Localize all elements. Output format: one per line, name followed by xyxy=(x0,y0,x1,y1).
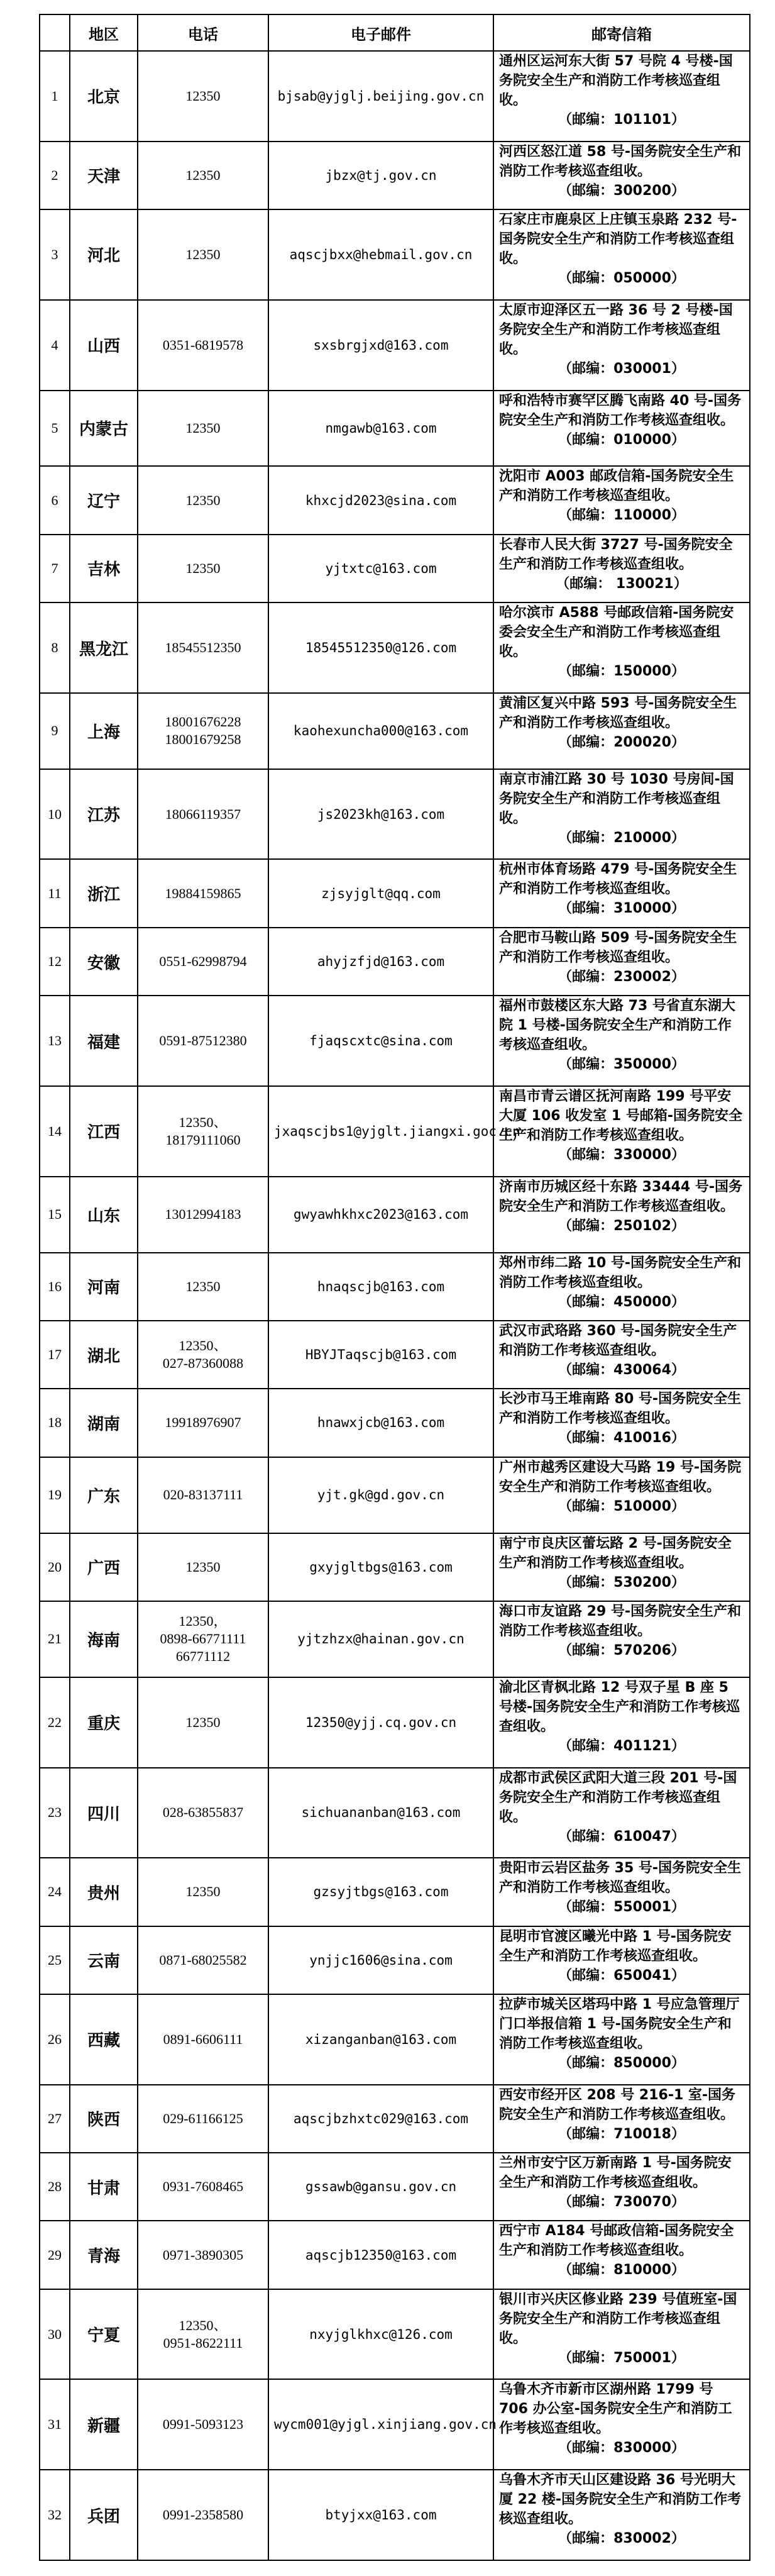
row-index: 5 xyxy=(40,391,70,467)
row-zip: （邮编：750001） xyxy=(558,2350,685,2366)
row-address xyxy=(493,602,750,693)
row-index: 20 xyxy=(40,1533,70,1601)
row-region: 江西 xyxy=(70,1086,138,1177)
row-address xyxy=(493,466,750,534)
row-address-text: 济南市历城区经十东路 33444 号-国务院安全生产和消防工作考核巡查组收。 xyxy=(499,1179,742,1214)
row-phone: 12350 xyxy=(138,391,268,467)
row-phone: 0931-7608465 xyxy=(138,2153,268,2221)
table-row xyxy=(40,1253,750,1321)
row-email: fjaqscxtc@sina.com xyxy=(268,996,493,1086)
row-zip: （邮编：810000） xyxy=(558,2262,685,2279)
row-address-text: 南昌市青云谱区抚河南路 199 号平安大厦 106 收发室 1 号邮箱-国务院安全生产和消防工作考核巡查组收。 xyxy=(499,1088,742,1143)
row-address-text: 拉萨市城关区塔玛中路 1 号应急管理厅门口举报信箱 1 号-国务院安全生产和消防工作考核巡查组收。 xyxy=(499,1996,740,2051)
row-region: 兵团 xyxy=(70,2470,138,2560)
row-email: aqscjbxx@hebmail.gov.cn xyxy=(268,209,493,300)
row-email: zjsyjglt@qq.com xyxy=(268,859,493,927)
row-address-text: 乌鲁木齐市新市区湖州路 1799 号 706 办公室-国务院安全生产和消防工作考核巡查组收。 xyxy=(499,2382,732,2437)
row-email: kaohexuncha000@163.com xyxy=(268,693,493,769)
header-address: 邮寄信箱 xyxy=(493,14,750,51)
row-index: 18 xyxy=(40,1389,70,1457)
row-phone: 12350 xyxy=(138,1253,268,1321)
row-address-text: 呼和浩特市赛罕区腾飞南路 40 号-国务院安全生产和消防工作考核巡查组收。 xyxy=(499,392,742,428)
table-header-row xyxy=(40,14,750,51)
table-row xyxy=(40,1601,750,1677)
row-zip: （邮编：610047） xyxy=(558,1828,685,1845)
row-region: 重庆 xyxy=(70,1677,138,1768)
table-row xyxy=(40,2379,750,2470)
row-address xyxy=(493,769,750,860)
row-email: gwyawhkhxc2023@163.com xyxy=(268,1177,493,1253)
row-zip: （邮编： 130021） xyxy=(556,575,688,592)
row-address-text: 太原市迎泽区五一路 36 号 2 号楼-国务院安全生产和消防工作考核巡查组收。 xyxy=(499,302,733,357)
row-region: 湖南 xyxy=(70,1389,138,1457)
row-address-text: 武汉市武珞路 360 号-国务院安全生产和消防工作考核巡查组收。 xyxy=(499,1323,737,1358)
table-row xyxy=(40,1321,750,1389)
table-row xyxy=(40,466,750,534)
row-zip: （邮编：530200） xyxy=(558,1574,685,1591)
row-address xyxy=(493,391,750,467)
row-phone: 028-63855837 xyxy=(138,1768,268,1858)
header-email: 电子邮件 xyxy=(268,14,493,51)
row-phone: 0591-87512380 xyxy=(138,996,268,1086)
row-region: 河北 xyxy=(70,209,138,300)
row-region: 青海 xyxy=(70,2221,138,2289)
row-index: 27 xyxy=(40,2085,70,2153)
row-address xyxy=(493,1601,750,1677)
row-phone: 12350 xyxy=(138,1677,268,1768)
table-row xyxy=(40,996,750,1086)
row-index: 32 xyxy=(40,2470,70,2560)
row-index: 6 xyxy=(40,466,70,534)
row-zip: （邮编：450000） xyxy=(558,1294,685,1310)
row-index: 8 xyxy=(40,602,70,693)
row-address xyxy=(493,2221,750,2289)
row-region: 云南 xyxy=(70,1926,138,1994)
table-body xyxy=(40,51,750,2560)
row-index: 4 xyxy=(40,300,70,391)
row-zip: （邮编：650041） xyxy=(558,1967,685,1984)
table-row xyxy=(40,693,750,769)
row-index: 31 xyxy=(40,2379,70,2470)
row-address-text: 兰州市安宁区万新南路 1 号-国务院安全生产和消防工作考核巡查组收。 xyxy=(499,2155,732,2191)
row-address xyxy=(493,209,750,300)
row-phone: 12350 xyxy=(138,142,268,209)
table-row xyxy=(40,391,750,467)
row-index: 21 xyxy=(40,1601,70,1677)
row-phone: 12350、 18179111060 xyxy=(138,1086,268,1177)
row-address xyxy=(493,2379,750,2470)
row-zip: （邮编：230002） xyxy=(558,969,685,985)
row-phone: 12350 xyxy=(138,466,268,534)
row-index: 28 xyxy=(40,2153,70,2221)
row-zip: （邮编：150000） xyxy=(558,663,685,680)
row-region: 广西 xyxy=(70,1533,138,1601)
row-region: 西藏 xyxy=(70,1994,138,2085)
row-phone: 0551-62998794 xyxy=(138,928,268,996)
row-index: 1 xyxy=(40,51,70,142)
row-region: 山东 xyxy=(70,1177,138,1253)
table-row xyxy=(40,1533,750,1601)
header-phone: 电话 xyxy=(138,14,268,51)
row-email: HBYJTaqscjb@163.com xyxy=(268,1321,493,1389)
row-zip: （邮编：430064） xyxy=(558,1362,685,1378)
row-zip: （邮编：410016） xyxy=(558,1430,685,1446)
row-address-text: 郑州市纬二路 10 号-国务院安全生产和消防工作考核巡查组收。 xyxy=(499,1255,742,1291)
row-index: 15 xyxy=(40,1177,70,1253)
contact-table xyxy=(39,14,750,2561)
row-phone: 12350， 0898-66771111 66771112 xyxy=(138,1601,268,1677)
table-row xyxy=(40,2289,750,2380)
row-index: 24 xyxy=(40,1858,70,1926)
row-address-text: 西宁市 A184 号邮政信箱-国务院安全生产和消防工作考核巡查组收。 xyxy=(499,2223,734,2259)
row-phone: 0871-68025582 xyxy=(138,1926,268,1994)
row-zip: （邮编：250102） xyxy=(558,1218,685,1234)
table-row xyxy=(40,1994,750,2085)
row-index: 13 xyxy=(40,996,70,1086)
row-zip: （邮编：210000） xyxy=(558,830,685,846)
row-zip: （邮编：300200） xyxy=(558,182,685,199)
table-row xyxy=(40,209,750,300)
row-phone: 12350 xyxy=(138,535,268,602)
row-index: 29 xyxy=(40,2221,70,2289)
row-region: 福建 xyxy=(70,996,138,1086)
row-email: khxcjd2023@sina.com xyxy=(268,466,493,534)
row-email: gxyjgltbgs@163.com xyxy=(268,1533,493,1601)
row-index: 10 xyxy=(40,769,70,860)
row-email: sichuananban@163.com xyxy=(268,1768,493,1858)
row-email: gzsyjtbgs@163.com xyxy=(268,1858,493,1926)
row-region: 新疆 xyxy=(70,2379,138,2470)
row-index: 19 xyxy=(40,1457,70,1533)
row-address-text: 贵阳市云岩区盐务 35 号-国务院安全生产和消防工作考核巡查组收。 xyxy=(499,1860,742,1896)
row-address-text: 石家庄市鹿泉区上庄镇玉泉路 232 号-国务院安全生产和消防工作考核巡查组收。 xyxy=(499,212,737,267)
row-address xyxy=(493,535,750,602)
row-zip: （邮编：401121） xyxy=(558,1738,685,1754)
table-row xyxy=(40,1457,750,1533)
row-address xyxy=(493,859,750,927)
row-region: 广东 xyxy=(70,1457,138,1533)
header-index xyxy=(40,14,70,51)
row-phone: 12350 xyxy=(138,51,268,142)
row-address-text: 沈阳市 A003 邮政信箱-国务院安全生产和消防工作考核巡查组收。 xyxy=(499,469,734,504)
row-index: 30 xyxy=(40,2289,70,2380)
row-zip: （邮编：050000） xyxy=(558,270,685,287)
row-email: hnaqscjb@163.com xyxy=(268,1253,493,1321)
table-row xyxy=(40,142,750,209)
row-zip: （邮编：350000） xyxy=(558,1057,685,1073)
row-region: 内蒙古 xyxy=(70,391,138,467)
row-address-text: 南京市浦江路 30 号 1030 号房间-国务院安全生产和消防工作考核巡查组收。 xyxy=(499,771,734,826)
row-index: 16 xyxy=(40,1253,70,1321)
table-row xyxy=(40,1677,750,1768)
row-region: 江苏 xyxy=(70,769,138,860)
row-zip: （邮编：830002） xyxy=(558,2531,685,2547)
row-address xyxy=(493,1677,750,1768)
row-address xyxy=(493,300,750,391)
row-zip: （邮编：850000） xyxy=(558,2055,685,2071)
row-address-text: 黄浦区复兴中路 593 号-国务院安全生产和消防工作考核巡查组收。 xyxy=(499,695,737,731)
row-region: 浙江 xyxy=(70,859,138,927)
row-region: 甘肃 xyxy=(70,2153,138,2221)
row-index: 7 xyxy=(40,535,70,602)
row-index: 14 xyxy=(40,1086,70,1177)
row-address xyxy=(493,1321,750,1389)
row-region: 安徽 xyxy=(70,928,138,996)
row-address xyxy=(493,2153,750,2221)
row-region: 辽宁 xyxy=(70,466,138,534)
row-zip: （邮编：330000） xyxy=(558,1146,685,1163)
row-email: btyjxx@163.com xyxy=(268,2470,493,2560)
row-index: 11 xyxy=(40,859,70,927)
row-region: 陕西 xyxy=(70,2085,138,2153)
row-index: 12 xyxy=(40,928,70,996)
row-region: 吉林 xyxy=(70,535,138,602)
row-address-text: 长春市人民大街 3727 号-国务院安全生产和消防工作考核巡查组收。 xyxy=(499,536,733,572)
row-address-text: 乌鲁木齐市天山区建设路 36 号光明大厦 22 楼-国务院安全生产和消防工作考核巡查组收。 xyxy=(499,2472,742,2528)
row-region: 四川 xyxy=(70,1768,138,1858)
row-address xyxy=(493,1086,750,1177)
row-zip: （邮编：010000） xyxy=(558,431,685,448)
table-row xyxy=(40,1177,750,1253)
row-address-text: 河西区怒江道 58 号-国务院安全生产和消防工作考核巡查组收。 xyxy=(499,143,742,179)
row-address-text: 广州市越秀区建设大马路 19 号-国务院安全生产和消防工作考核巡查组收。 xyxy=(499,1459,742,1495)
table-row xyxy=(40,1768,750,1858)
header-region: 地区 xyxy=(70,14,138,51)
table-row xyxy=(40,535,750,602)
row-address xyxy=(493,928,750,996)
row-phone: 0991-5093123 xyxy=(138,2379,268,2470)
row-address xyxy=(493,1457,750,1533)
row-address-text: 银川市兴庆区修业路 239 号值班室-国务院安全生产和消防工作考核巡查组收。 xyxy=(499,2291,737,2346)
row-zip: （邮编：830000） xyxy=(558,2440,685,2457)
row-phone: 12350 xyxy=(138,1858,268,1926)
row-phone: 13012994183 xyxy=(138,1177,268,1253)
row-address-text: 昆明市官渡区曦光中路 1 号-国务院安全生产和消防工作考核巡查组收。 xyxy=(499,1928,732,1964)
row-region: 湖北 xyxy=(70,1321,138,1389)
row-phone: 0351-6819578 xyxy=(138,300,268,391)
row-address xyxy=(493,1926,750,1994)
table-row xyxy=(40,1926,750,1994)
row-index: 3 xyxy=(40,209,70,300)
row-address xyxy=(493,1389,750,1457)
row-index: 17 xyxy=(40,1321,70,1389)
table-row xyxy=(40,2470,750,2560)
row-index: 9 xyxy=(40,693,70,769)
row-address-text: 长沙市马王堆南路 80 号-国务院安全生产和消防工作考核巡查组收。 xyxy=(499,1391,742,1427)
row-phone: 0991-2358580 xyxy=(138,2470,268,2560)
row-phone: 18001676228 18001679258 xyxy=(138,693,268,769)
row-address-text: 杭州市体育场路 479 号-国务院安全生产和消防工作考核巡查组收。 xyxy=(499,862,737,897)
row-phone: 12350 xyxy=(138,1533,268,1601)
row-address xyxy=(493,1858,750,1926)
row-zip: （邮编：730070） xyxy=(558,2194,685,2211)
row-region: 北京 xyxy=(70,51,138,142)
row-email: hnawxjcb@163.com xyxy=(268,1389,493,1457)
table-row xyxy=(40,928,750,996)
table-row xyxy=(40,769,750,860)
row-email: nmgawb@163.com xyxy=(268,391,493,467)
row-phone: 19884159865 xyxy=(138,859,268,927)
row-address xyxy=(493,1533,750,1601)
row-address xyxy=(493,142,750,209)
row-phone: 19918976907 xyxy=(138,1389,268,1457)
row-region: 宁夏 xyxy=(70,2289,138,2380)
row-index: 2 xyxy=(40,142,70,209)
table-row xyxy=(40,2153,750,2221)
table-row xyxy=(40,51,750,142)
table-row xyxy=(40,300,750,391)
table-row xyxy=(40,1389,750,1457)
row-zip: （邮编：101101） xyxy=(558,112,685,128)
row-email: yjtzhzx@hainan.gov.cn xyxy=(268,1601,493,1677)
row-address-text: 合肥市马鞍山路 509 号-国务院安全生产和消防工作考核巡查组收。 xyxy=(499,930,737,965)
row-email: ynjjc1606@sina.com xyxy=(268,1926,493,1994)
row-phone: 0971-3890305 xyxy=(138,2221,268,2289)
row-email: nxyjglkhxc@126.com xyxy=(268,2289,493,2380)
row-address xyxy=(493,693,750,769)
row-region: 贵州 xyxy=(70,1858,138,1926)
row-address-text: 渝北区青枫北路 12 号双子星 B 座 5 号楼-国务院安全生产和消防工作考核巡查组收。 xyxy=(499,1679,740,1735)
row-address xyxy=(493,1994,750,2085)
row-phone: 029-61166125 xyxy=(138,2085,268,2153)
row-email: ahyjzfjd@163.com xyxy=(268,928,493,996)
row-phone: 18066119357 xyxy=(138,769,268,860)
row-zip: （邮编：030001） xyxy=(558,360,685,377)
row-address xyxy=(493,1253,750,1321)
row-email: sxsbrgjxd@163.com xyxy=(268,300,493,391)
row-zip: （邮编：550001） xyxy=(558,1899,685,1916)
row-address xyxy=(493,1177,750,1253)
row-phone: 12350 xyxy=(138,209,268,300)
row-email: aqscjb12350@163.com xyxy=(268,2221,493,2289)
row-region: 海南 xyxy=(70,1601,138,1677)
row-phone: 12350、 0951-8622111 xyxy=(138,2289,268,2380)
row-phone: 18545512350 xyxy=(138,602,268,693)
row-region: 河南 xyxy=(70,1253,138,1321)
row-phone: 020-83137111 xyxy=(138,1457,268,1533)
row-address-text: 海口市友谊路 29 号-国务院安全生产和消防工作考核巡查组收。 xyxy=(499,1603,742,1639)
row-zip: （邮编：570206） xyxy=(558,1642,685,1658)
row-zip: （邮编：510000） xyxy=(558,1498,685,1514)
row-phone: 12350、 027-87360088 xyxy=(138,1321,268,1389)
row-address-text: 通州区运河东大街 57 号院 4 号楼-国务院安全生产和消防工作考核巡查组收。 xyxy=(499,53,733,108)
row-address-text: 西安市经开区 208 号 216-1 室-国务院安全生产和消防工作考核巡查组收。 xyxy=(499,2087,736,2123)
row-address xyxy=(493,996,750,1086)
row-region: 上海 xyxy=(70,693,138,769)
row-index: 25 xyxy=(40,1926,70,1994)
row-email: js2023kh@163.com xyxy=(268,769,493,860)
row-index: 22 xyxy=(40,1677,70,1768)
row-address xyxy=(493,2470,750,2560)
row-index: 23 xyxy=(40,1768,70,1858)
row-address-text: 南宁市良庆区蕾坛路 2 号-国务院安全生产和消防工作考核巡查组收。 xyxy=(499,1535,732,1571)
row-zip: （邮编：110000） xyxy=(558,508,685,524)
row-email: 12350@yjj.cq.gov.cn xyxy=(268,1677,493,1768)
row-email: jxaqscjbs1@yjglt.jiangxi.goc.cn xyxy=(268,1086,493,1177)
row-zip: （邮编：310000） xyxy=(558,901,685,917)
row-address xyxy=(493,1768,750,1858)
row-address-text: 福州市鼓楼区东大路 73 号省直东湖大院 1 号楼-国务院安全生产和消防工作考核巡查组收。 xyxy=(499,998,735,1053)
row-email: wycm001@yjgl.xinjiang.gov.cn xyxy=(268,2379,493,2470)
row-email: bjsab@yjglj.beijing.gov.cn xyxy=(268,51,493,142)
row-email: yjtxtc@163.com xyxy=(268,535,493,602)
row-region: 山西 xyxy=(70,300,138,391)
row-address xyxy=(493,2289,750,2380)
table-row xyxy=(40,2085,750,2153)
row-zip: （邮编：200020） xyxy=(558,734,685,750)
row-address-text: 哈尔滨市 A588 号邮政信箱-国务院安委会安全生产和消防工作考核巡查组收。 xyxy=(499,605,734,660)
row-address-text: 成都市武侯区武阳大道三段 201 号-国务院安全生产和消防工作考核巡查组收。 xyxy=(499,1770,737,1825)
row-region: 黑龙江 xyxy=(70,602,138,693)
row-index: 26 xyxy=(40,1994,70,2085)
table-row xyxy=(40,859,750,927)
row-email: xizanganban@163.com xyxy=(268,1994,493,2085)
row-email: jbzx@tj.gov.cn xyxy=(268,142,493,209)
table-row xyxy=(40,602,750,693)
table-row xyxy=(40,2221,750,2289)
table-row xyxy=(40,1858,750,1926)
row-address xyxy=(493,2085,750,2153)
row-email: 18545512350@126.com xyxy=(268,602,493,693)
row-address xyxy=(493,51,750,142)
row-email: yjt.gk@gd.gov.cn xyxy=(268,1457,493,1533)
row-email: aqscjbzhxtc029@163.com xyxy=(268,2085,493,2153)
row-zip: （邮编：710018） xyxy=(558,2126,685,2142)
row-phone: 0891-6606111 xyxy=(138,1994,268,2085)
row-region: 天津 xyxy=(70,142,138,209)
table-row xyxy=(40,1086,750,1177)
row-email: gssawb@gansu.gov.cn xyxy=(268,2153,493,2221)
